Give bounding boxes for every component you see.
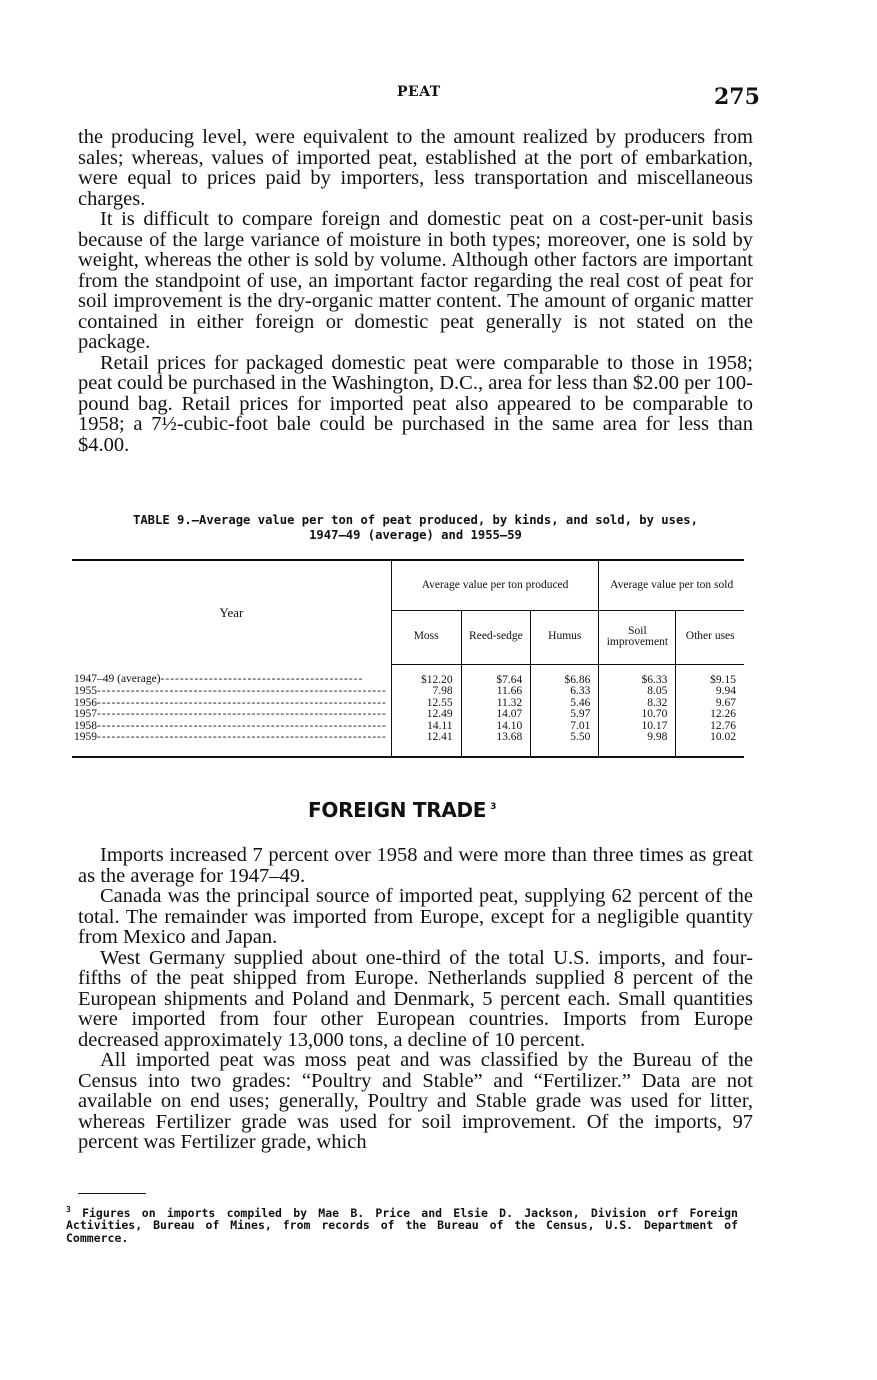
table-cell-humus: 5.50	[531, 732, 599, 757]
table-cell-moss: 12.55	[391, 698, 461, 710]
table-cell-other: $9.15	[710, 673, 736, 686]
table-row	[72, 664, 744, 686]
table-cell-other: 12.76	[710, 719, 736, 732]
paragraph: Retail prices for packaged domestic peat were comparable to those in 1958; peat could be purchased in the Washington, D.C., area for less than $2.00 per 100-pound bag. Retail prices for imported peat also appeared to be comparable to 1958; a 7½-cubic-foot bale could be purchased in the same area for less than $4.00.	[78, 351, 753, 456]
table-cell-moss: 7.98	[391, 686, 461, 698]
section-heading	[308, 798, 496, 822]
dot-leader: ------------------------------------------	[160, 673, 364, 686]
dot-leader: ------------------------------------------------------------	[97, 720, 387, 732]
table-cell-humus: 5.46	[531, 698, 599, 710]
table-body	[72, 664, 744, 757]
paragraph: All imported peat was moss peat and was classified by the Bureau of the Census into two grades: “Poultry and Stable” and “Fertilizer.” Data are not available on end uses; generally, Poultry and Stable grade was used for litter, whereas Fertilizer grade was used for soil improvement. Of the imports, 97 percent was Fertilizer grade, which	[78, 1049, 753, 1153]
footnote-divider	[78, 1193, 146, 1194]
peat-value-table	[72, 559, 744, 758]
dot-leader: ------------------------------------------------------------	[97, 709, 387, 720]
table-cell-soil: 10.17	[599, 721, 676, 733]
table-cell-reedsedge: 14.07	[461, 709, 531, 721]
footnote	[66, 1204, 738, 1244]
table-cell-year: 1959	[74, 732, 97, 743]
dot-leader: ------------------------------------------------------------	[97, 686, 387, 697]
page-number: 275	[714, 84, 760, 110]
body-text-foreign-trade	[78, 845, 753, 1153]
paragraph: Canada was the principal source of imported peat, supplying 62 percent of the total. The remainder was imported from Europe, except for a negligible quantity from Mexico and Japan.	[78, 885, 753, 948]
table-cell-humus: $6.86	[531, 664, 599, 686]
table-cell-humus: 7.01	[531, 721, 599, 733]
table-cell-moss: 14.11	[391, 721, 461, 733]
table-cell-reedsedge: 14.10	[461, 721, 531, 733]
table-row	[72, 721, 744, 733]
table-cell-other: 12.26	[710, 708, 736, 720]
table-cell-other: 10.02	[710, 731, 736, 743]
paragraph: Imports increased 7 percent over 1958 and were more than three times as great as the average for 1947–49.	[78, 844, 753, 887]
table-cell-moss: $12.20	[391, 664, 461, 686]
table-row	[72, 732, 744, 757]
footnote-text: Figures on imports compiled by Mae B. Price and Elsie D. Jackson, Division orf Foreign Activities, Bureau of Mines, from records of the Bureau of the Census, U.S. Department of Commerce.	[66, 1205, 738, 1245]
table-row	[72, 686, 744, 698]
section-heading-text: FOREIGN TRADE	[308, 798, 487, 822]
paragraph: the producing level, were equivalent to the amount realized by producers from sales; whereas, values of imported peat, established at the port of embarkation, were equal to prices paid by importers, less transportation and miscellaneous charges.	[78, 126, 753, 210]
table-cell-humus: 5.97	[531, 709, 599, 721]
table-cell-year: 1947–49 (average)	[74, 673, 161, 686]
table-header-year: Year	[72, 560, 391, 664]
table-cell-reedsedge: 11.66	[461, 686, 531, 698]
table-header-avg-produced: Average value per ton produced	[391, 560, 599, 610]
table-caption-line: 1947–49 (average) and 1955–59	[309, 528, 522, 542]
table-header-other-uses: Other uses	[676, 610, 744, 664]
paragraph: It is difficult to compare foreign and domestic peat on a cost-per-unit basis because of the large variance of moisture in both types; moreover, one is sold by weight, whereas the other is sold by volume. Although other factors are important from the standpoint of use, an important factor regarding the real cost of peat for soil improvement is the dry-organic matter content. The amount of organic matter contained in either foreign or domestic peat generally is not stated on the package.	[78, 208, 753, 353]
table-cell-soil: 9.98	[599, 732, 676, 757]
table-header-humus: Humus	[531, 610, 599, 664]
table-cell-soil: $6.33	[599, 664, 676, 686]
table-row	[72, 709, 744, 721]
table-cell-moss: 12.49	[391, 709, 461, 721]
table-cell-soil: 8.32	[599, 698, 676, 710]
table-cell-soil: 8.05	[599, 686, 676, 698]
table-caption	[78, 513, 753, 543]
table-cell-humus: 6.33	[531, 686, 599, 698]
dot-leader: ------------------------------------------------------------	[97, 697, 387, 709]
table-cell-other: 9.67	[715, 696, 736, 709]
table-cell-other: 9.94	[715, 685, 736, 697]
table-caption-line: TABLE 9.—Average value per ton of peat produced, by kinds, and sold, by uses,	[133, 513, 698, 527]
table-header-reedsedge: Reed-sedge	[461, 610, 531, 664]
table-header-avg-sold: Average value per ton sold	[610, 578, 734, 591]
table-cell-year: 1956	[74, 697, 97, 709]
table-cell-reedsedge: $7.64	[461, 664, 531, 686]
table-cell-reedsedge: 13.68	[461, 732, 531, 757]
table-cell-reedsedge: 11.32	[461, 698, 531, 710]
table-cell-moss: 12.41	[391, 732, 461, 757]
footnote-mark: 3	[66, 1205, 71, 1214]
table-cell-year: 1957	[74, 709, 97, 720]
table-header-soil-improvement: Soil improvement	[599, 610, 676, 664]
body-text-top	[78, 127, 753, 455]
dot-leader: ------------------------------------------------------------	[97, 732, 387, 743]
table-cell-soil: 10.70	[599, 709, 676, 721]
table-cell-year: 1955	[74, 686, 97, 697]
running-head: PEAT	[397, 84, 441, 100]
footnote-reference: 3	[490, 802, 497, 812]
table-header-moss: Moss	[391, 610, 461, 664]
paragraph: West Germany supplied about one-third of the total U.S. imports, and four-fifths of the peat shipped from Europe. Netherlands supplied 8 percent of the European shipments and Poland and Denmark, 5 percent each. Small quantities were imported from four other European countries. Imports from Europe decreased approximately 13,000 tons, a decline of 10 percent.	[78, 946, 753, 1051]
table-cell-year: 1958	[74, 720, 97, 732]
